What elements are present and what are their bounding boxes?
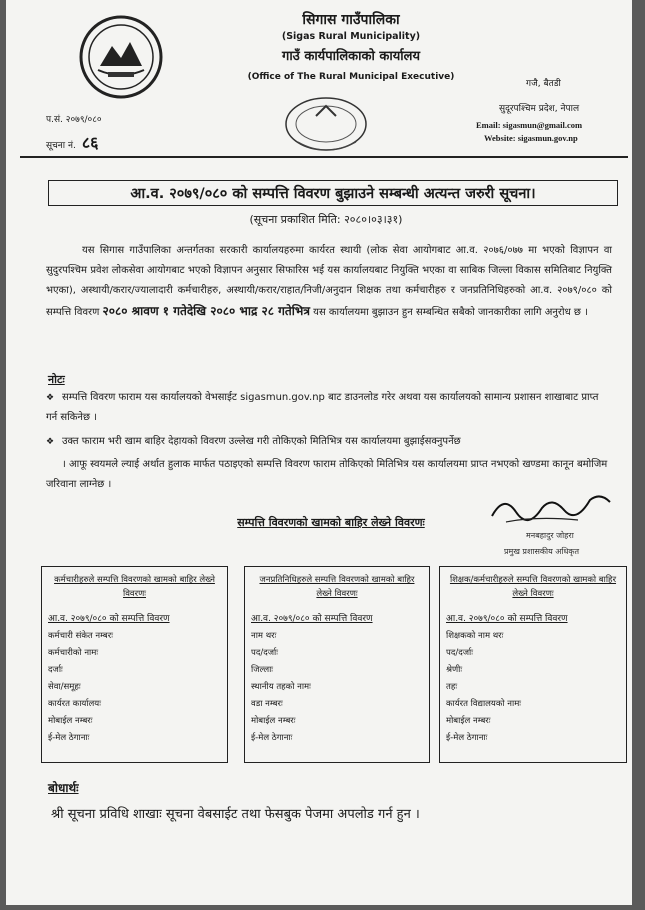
note-item: ❖ सम्पत्ति विवरण फाराम यस कार्यालयको वेभसाईट sigasmun.gov.np बाट डाउनलोड गरेर अथवा यस कार्यालयको सामान्य प्रशासन शाखाबाट प्राप्त गर्न सकिनेछ । <box>46 388 612 428</box>
box-field: तहः <box>446 682 458 692</box>
box-field: शिक्षकको नाम थरः <box>446 631 504 641</box>
box-field: कर्मचारीको नामः <box>48 648 99 658</box>
box-subtitle: आ.व. २०७९/०८० को सम्पत्ति विवरण <box>446 614 568 624</box>
copy-recipient: श्री सूचना प्रविधि शाखाः सूचना वेबसाईट तथा फेसबुक पेजमा अपलोड गर्न हुन । <box>51 807 420 822</box>
box-field: कार्यरत कार्यालयः <box>48 699 101 709</box>
box-field: ई-मेल ठेगानाः <box>251 733 293 743</box>
notice-number-label: सूचना नं. <box>46 141 76 151</box>
org-name-nepali: सिगास गाउँपालिका <box>302 12 400 28</box>
office-stamp <box>278 92 374 162</box>
body-text-part1: यस सिगास गाउँपालिका अन्तर्गतका सरकारी कार्यालयहरुमा कार्यरत स्थायी (लोक सेवा आयोगबाट आ.व. २०७६/०७७ मा भएको विज्ञापन वा सुदुरपश्चिम प्रवेश लोकसेवा आयोगबाट भएको विज्ञापन अनुसार सिफारिस भई यस कार्यालयबाट नियुक्ति भएका वा साबिक जिल्ला विकास समितिबाट नियुक्ति भएका), अस्थायी/करार/ज्यालादारी कर्मचारीहरु, अस्थायी/करार/राहात/निजी/अनुदान शिक्षक तथा कर्मचारीहरु र जनप्रतिनिधिहरुको आ.व. २०७९/०८० को सम्पत्ति विवरण <box>46 245 612 318</box>
representative-envelope-box <box>244 566 430 763</box>
box-field: मोबाईल नम्बरः <box>251 716 296 726</box>
box-subtitle: आ.व. २०७९/०८० को सम्पत्ति विवरण <box>48 614 170 624</box>
employee-envelope-box <box>41 566 228 763</box>
body-text-part2: यस कार्यालयमा बुझाउन हुन सम्बन्धित सबैको जानकारीका लागि अनुरोध छ । <box>313 307 588 318</box>
office-name-english: (Office of The Rural Municipal Executive) <box>247 72 455 82</box>
box-field: पद/दर्जाः <box>251 648 278 658</box>
notice-number: ८६ <box>81 133 99 152</box>
address-municipality: गजै, बैतडी <box>526 79 561 89</box>
email-address: Email: sigasmun@gmail.com <box>476 120 583 130</box>
bullet-icon: ❖ <box>46 393 55 403</box>
bodharth-label: बोधार्थः <box>48 781 79 795</box>
notice-document <box>6 0 632 905</box>
box-field: श्रेणीः <box>446 665 463 675</box>
box-title: कर्मचारीहरुले सम्पत्ति विवरणको खामको बाहिर लेख्ने विवरणः <box>54 575 215 599</box>
box-field: पद/दर्जाः <box>446 648 473 658</box>
box-field: नाम थरः <box>251 631 277 641</box>
box-field: कार्यरत विद्यालयको नामः <box>446 699 522 709</box>
box-field: मोबाईल नम्बरः <box>48 716 93 726</box>
nepal-emblem-logo <box>78 14 164 100</box>
box-field: दर्जाः <box>48 665 63 675</box>
envelope-section-title: सम्पत्ति विवरणको खामको बाहिर लेख्ने विवरणः <box>237 516 425 529</box>
office-name-nepali: गाउँ कार्यपालिकाको कार्यालय <box>282 49 420 64</box>
bullet-icon: ❖ <box>46 437 55 447</box>
publish-date: (सूचना प्रकाशित मिति: २०८०।०३।३१) <box>249 213 403 226</box>
box-field: वडा नम्बरः <box>251 699 283 709</box>
box-field: कर्मचारी संकेत नम्बरः <box>48 631 113 641</box>
notice-headline: आ.व. २०७९/०८० को सम्पत्ति विवरण बुझाउने सम्बन्धी अत्यन्त जरुरी सूचना। <box>48 180 618 206</box>
signature-stamp <box>486 482 616 562</box>
box-field: स्थानीय तहको नामः <box>251 682 311 692</box>
website-address: Website: sigasmun.gov.np <box>484 133 578 143</box>
signatory-name: मनबहादुर जोहरा <box>526 531 574 540</box>
teacher-envelope-box <box>439 566 627 763</box>
org-name-english: (Sigas Rural Municipality) <box>281 31 421 42</box>
signatory-title: प्रमुख प्रशासकीय अधिकृत <box>504 547 580 556</box>
box-field: ई-मेल ठेगानाः <box>48 733 90 743</box>
notice-number-row <box>46 131 98 153</box>
reference-number: प.सं. २०७९/०८० <box>46 115 102 125</box>
header-divider <box>20 156 628 158</box>
box-title: जनप्रतिनिधिहरुले सम्पत्ति विवरणको खामको बाहिर लेख्ने विवरणः <box>259 575 415 599</box>
address-province: सुदूरपश्चिम प्रदेश, नेपाल <box>499 104 580 114</box>
note-item: । आफू स्वयमले ल्याई अर्थात हुलाक मार्फत पठाइएको सम्पत्ति विवरण फाराम तोकिएको मितिभित्र यस कार्यालयमा प्राप्त नभएको खण्डमा कानून बमोजिम जरिवाना लाग्नेछ । <box>46 459 608 490</box>
box-field: सेवा/समूहः <box>48 682 81 692</box>
notice-body <box>46 241 612 323</box>
box-field: जिल्लाः <box>251 665 274 675</box>
note-heading: नोटः <box>48 373 65 386</box>
box-field: मोबाईल नम्बरः <box>446 716 491 726</box>
box-subtitle: आ.व. २०७९/०८० को सम्पत्ति विवरण <box>251 614 373 624</box>
box-title: शिक्षक/कर्मचारीहरुले सम्पत्ति विवरणको खामको बाहिर लेख्ने विवरणः <box>449 575 617 599</box>
box-field: ई-मेल ठेगानाः <box>446 733 488 743</box>
deadline-emphasis: २०८० श्रावण १ गतेदेखि २०८० भाद्र २८ गतेभित्र <box>102 304 310 318</box>
note-item: ❖ उक्त फाराम भरी खाम बाहिर देहायको विवरण उल्लेख गरी तोकिएको मितिभित्र यस कार्यालयमा बुझाईसक्नुपर्नेछ <box>46 432 612 452</box>
